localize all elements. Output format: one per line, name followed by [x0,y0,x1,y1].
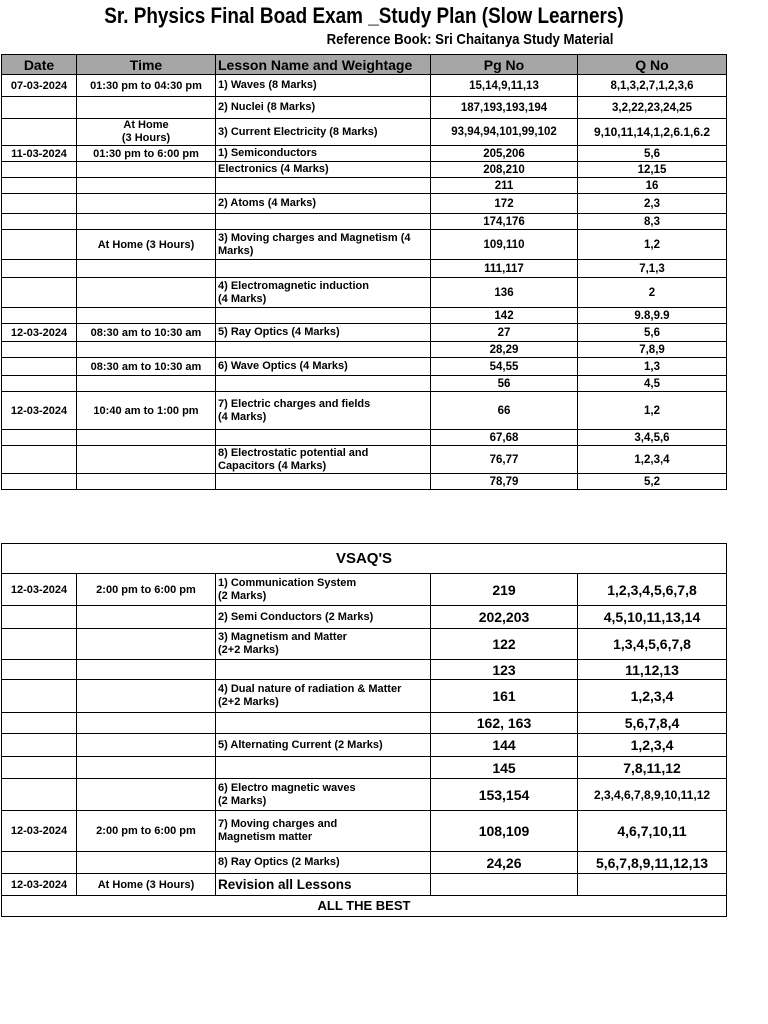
lesson-cell [216,260,431,278]
lesson-cell: 3) Moving charges and Magnetism (4 Marks) [216,230,431,260]
pg-no-cell: 136 [431,278,578,308]
lesson-cell [216,713,431,734]
lesson-cell: 4) Electromagnetic induction (4 Marks) [216,278,431,308]
pg-no-cell: 67,68 [431,430,578,446]
pg-no-cell: 76,77 [431,446,578,474]
q-no-cell: 5,6 [578,324,727,342]
pg-no-cell: 111,117 [431,260,578,278]
lesson-cell: 8) Electrostatic potential and Capacitors (4 Marks) [216,446,431,474]
pg-no-cell: 174,176 [431,214,578,230]
date-cell [2,278,77,308]
table-row [2,376,727,392]
pg-no-cell: 122 [431,629,578,660]
table-row [2,660,727,680]
q-no-cell: 12,15 [578,162,727,178]
pg-no-cell: 108,109 [431,811,578,852]
vsaq-table [1,543,727,917]
pg-no-cell: 145 [431,757,578,779]
date-cell [2,178,77,194]
pg-no-cell: 144 [431,734,578,757]
time-cell [77,779,216,811]
date-cell [2,734,77,757]
date-cell [2,474,77,490]
date-cell [2,852,77,874]
date-cell [2,162,77,178]
pg-no-cell: 109,110 [431,230,578,260]
q-no-cell: 1,3 [578,358,727,376]
table-row [2,278,727,308]
vsaq-table-body [2,544,727,896]
table-row [2,75,727,97]
time-cell [77,342,216,358]
lesson-cell: 5) Ray Optics (4 Marks) [216,324,431,342]
lesson-cell [216,376,431,392]
q-no-cell [578,874,727,896]
table-row [2,629,727,660]
date-cell: 12-03-2024 [2,324,77,342]
table-row [2,162,727,178]
time-cell: 10:40 am to 1:00 pm [77,392,216,430]
time-cell [77,97,216,119]
plan-table-body [2,75,727,490]
lesson-cell: 6) Wave Optics (4 Marks) [216,358,431,376]
vsaq-title-row [2,544,727,574]
table-row [2,430,727,446]
pg-no-cell: 219 [431,574,578,606]
table-row [2,874,727,896]
table-row [2,260,727,278]
lesson-cell: Revision all Lessons [216,874,431,896]
time-cell [77,474,216,490]
lesson-cell: 3) Current Electricity (8 Marks) [216,119,431,146]
date-cell: 12-03-2024 [2,574,77,606]
q-no-cell: 5,6,7,8,4 [578,713,727,734]
date-cell [2,713,77,734]
vsaq-title: VSAQ'S [2,544,727,574]
pg-no-cell: 78,79 [431,474,578,490]
pg-no-cell: 153,154 [431,779,578,811]
date-cell [2,214,77,230]
pg-no-cell: 93,94,94,101,99,102 [431,119,578,146]
time-cell [77,162,216,178]
table-header-row [2,55,727,75]
pg-no-cell: 28,29 [431,342,578,358]
table-row [2,358,727,376]
pg-no-cell: 142 [431,308,578,324]
table-row [2,734,727,757]
lesson-cell: 1) Semiconductors [216,146,431,162]
q-no-cell: 1,2 [578,230,727,260]
time-cell [77,376,216,392]
q-no-cell: 4,6,7,10,11 [578,811,727,852]
time-cell [77,260,216,278]
header-lesson: Lesson Name and Weightage [216,55,431,75]
lesson-cell: 7) Electric charges and fields (4 Marks) [216,392,431,430]
lesson-cell: 7) Moving charges and Magnetism matter [216,811,431,852]
time-cell: At Home (3 Hours) [77,230,216,260]
table-row [2,178,727,194]
q-no-cell: 1,2 [578,392,727,430]
lesson-cell: 8) Ray Optics (2 Marks) [216,852,431,874]
pg-no-cell: 123 [431,660,578,680]
q-no-cell: 7,1,3 [578,260,727,278]
time-cell: 01:30 pm to 6:00 pm [77,146,216,162]
q-no-cell: 5,6 [578,146,727,162]
table-row [2,713,727,734]
time-cell: At Home (3 Hours) [77,874,216,896]
date-cell [2,308,77,324]
date-cell [2,194,77,214]
table-row [2,574,727,606]
date-cell: 12-03-2024 [2,811,77,852]
time-cell [77,214,216,230]
table-row [2,230,727,260]
lesson-cell: 1) Waves (8 Marks) [216,75,431,97]
footer-text: ALL THE BEST [2,896,727,917]
lesson-cell: 5) Alternating Current (2 Marks) [216,734,431,757]
pg-no-cell: 162, 163 [431,713,578,734]
table-row [2,811,727,852]
q-no-cell: 1,3,4,5,6,7,8 [578,629,727,660]
table-row [2,342,727,358]
lesson-cell [216,660,431,680]
lesson-cell [216,308,431,324]
date-cell [2,358,77,376]
pg-no-cell: 56 [431,376,578,392]
q-no-cell: 1,2,3,4 [578,446,727,474]
q-no-cell: 1,2,3,4 [578,734,727,757]
table-row [2,852,727,874]
date-cell [2,629,77,660]
q-no-cell: 2,3 [578,194,727,214]
table-row [2,392,727,430]
table-row [2,194,727,214]
table-row [2,779,727,811]
pg-no-cell: 54,55 [431,358,578,376]
q-no-cell: 1,2,3,4,5,6,7,8 [578,574,727,606]
table-row [2,308,727,324]
q-no-cell: 7,8,11,12 [578,757,727,779]
header-time: Time [77,55,216,75]
time-cell: At Home (3 Hours) [77,119,216,146]
lesson-cell: Electronics (4 Marks) [216,162,431,178]
lesson-cell: 1) Communication System (2 Marks) [216,574,431,606]
pg-no-cell: 202,203 [431,606,578,629]
date-cell [2,430,77,446]
page-title: Sr. Physics Final Boad Exam _Study Plan (Slow Learners) [104,3,624,28]
date-cell [2,97,77,119]
time-cell [77,680,216,713]
date-cell: 11-03-2024 [2,146,77,162]
table-row [2,119,727,146]
lesson-cell: 2) Nuclei (8 Marks) [216,97,431,119]
q-no-cell: 3,2,22,23,24,25 [578,97,727,119]
time-cell [77,430,216,446]
time-cell: 2:00 pm to 6:00 pm [77,811,216,852]
table-row [2,146,727,162]
time-cell [77,178,216,194]
date-cell [2,660,77,680]
q-no-cell: 5,2 [578,474,727,490]
lesson-cell: 2) Atoms (4 Marks) [216,194,431,214]
table-row [2,214,727,230]
date-cell: 12-03-2024 [2,874,77,896]
header-q-no: Q No [578,55,727,75]
lesson-cell: 4) Dual nature of radiation & Matter (2+2 Marks) [216,680,431,713]
time-cell [77,606,216,629]
date-cell [2,260,77,278]
q-no-cell: 4,5 [578,376,727,392]
lesson-cell: 3) Magnetism and Matter (2+2 Marks) [216,629,431,660]
date-cell [2,119,77,146]
table-row [2,757,727,779]
q-no-cell: 5,6,7,8,9,11,12,13 [578,852,727,874]
q-no-cell: 7,8,9 [578,342,727,358]
time-cell: 01:30 pm to 04:30 pm [77,75,216,97]
pg-no-cell: 66 [431,392,578,430]
header-pg-no: Pg No [431,55,578,75]
study-plan-table [1,54,727,490]
lesson-cell: 2) Semi Conductors (2 Marks) [216,606,431,629]
q-no-cell: 4,5,10,11,13,14 [578,606,727,629]
pg-no-cell: 208,210 [431,162,578,178]
pg-no-cell: 161 [431,680,578,713]
table-row [2,97,727,119]
date-cell [2,757,77,779]
date-cell [2,446,77,474]
time-cell [77,194,216,214]
pg-no-cell [431,874,578,896]
time-cell [77,278,216,308]
page-subtitle: Reference Book: Sri Chaitanya Study Material [326,31,614,48]
q-no-cell: 3,4,5,6 [578,430,727,446]
pg-no-cell: 15,14,9,11,13 [431,75,578,97]
footer-row [2,896,727,917]
date-cell [2,376,77,392]
q-no-cell: 11,12,13 [578,660,727,680]
q-no-cell: 8,3 [578,214,727,230]
time-cell [77,852,216,874]
q-no-cell: 16 [578,178,727,194]
lesson-cell [216,757,431,779]
lesson-cell [216,178,431,194]
lesson-cell [216,342,431,358]
q-no-cell: 9,10,11,14,1,2,6.1,6.2 [578,119,727,146]
header-date: Date [2,55,77,75]
date-cell [2,230,77,260]
date-cell [2,342,77,358]
date-cell: 12-03-2024 [2,392,77,430]
time-cell: 08:30 am to 10:30 am [77,324,216,342]
time-cell: 08:30 am to 10:30 am [77,358,216,376]
lesson-cell [216,214,431,230]
q-no-cell: 8,1,3,2,7,1,2,3,6 [578,75,727,97]
time-cell [77,446,216,474]
pg-no-cell: 205,206 [431,146,578,162]
time-cell [77,629,216,660]
date-cell [2,779,77,811]
pg-no-cell: 211 [431,178,578,194]
table-row [2,606,727,629]
table-row [2,324,727,342]
pg-no-cell: 172 [431,194,578,214]
date-cell [2,606,77,629]
table-row [2,680,727,713]
time-cell [77,308,216,324]
date-cell [2,680,77,713]
table-row [2,446,727,474]
lesson-cell [216,474,431,490]
time-cell [77,713,216,734]
table-row [2,474,727,490]
date-cell: 07-03-2024 [2,75,77,97]
pg-no-cell: 24,26 [431,852,578,874]
time-cell [77,660,216,680]
lesson-cell: 6) Electro magnetic waves (2 Marks) [216,779,431,811]
time-cell [77,734,216,757]
pg-no-cell: 187,193,193,194 [431,97,578,119]
time-cell [77,757,216,779]
lesson-cell [216,430,431,446]
time-cell: 2:00 pm to 6:00 pm [77,574,216,606]
q-no-cell: 1,2,3,4 [578,680,727,713]
q-no-cell: 9.8,9.9 [578,308,727,324]
q-no-cell: 2,3,4,6,7,8,9,10,11,12 [578,779,727,811]
pg-no-cell: 27 [431,324,578,342]
q-no-cell: 2 [578,278,727,308]
